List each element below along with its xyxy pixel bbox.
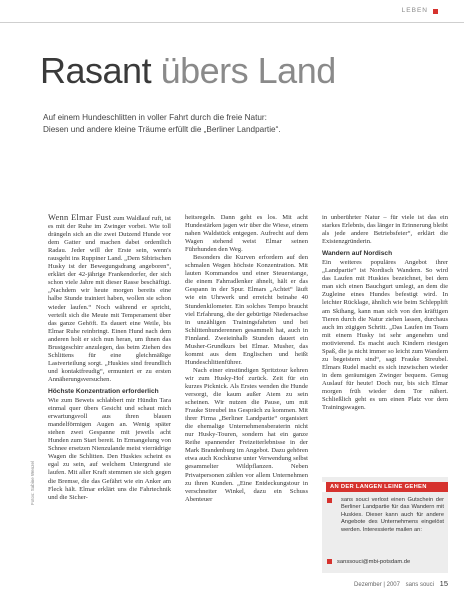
paragraph bbox=[48, 214, 171, 384]
column-1 bbox=[48, 214, 171, 502]
header-rule bbox=[0, 22, 464, 23]
article-title bbox=[40, 50, 336, 92]
column-2 bbox=[185, 214, 308, 504]
subheading: Höchste Konzentration erforderlich bbox=[48, 387, 159, 395]
page-header bbox=[0, 0, 464, 22]
mail-marker-icon bbox=[327, 559, 332, 564]
issue-date: Dezember | 2007 bbox=[354, 582, 400, 588]
paragraph: in unberührter Natur – für viele ist das ein starkes Erlebnis, das länger in Erinnerung bleibt als jede andere Betriebsfeier“, erklärt die Existenzgründerin. bbox=[322, 214, 448, 246]
lead-line-2: Diesen und andere kleine Träume erfüllt die „Berliner Landpartie“. bbox=[43, 125, 281, 134]
section-marker bbox=[433, 9, 438, 14]
paragraph: Besonders die Kurven erfordern auf den schmalen Wegen höchste Konzentration. Mit lauten Kommandos und einer Steuerstange, die einem Fahrradlenker ähnelt, hält er das Gespann in der Spur. Elmars „Achtet“ läuft wie ein Uhrwerk und erreicht beinahe 40 Stundenkilometer. Ein solches Tempo braucht viel Erfahrung, die der gebürtige Niedersachse in unzähligen Trainingsfahrten und bei Schlittenhunderennen gesammelt hat, auch in Finnland. Zweieinhalb Stunden dauert ein Musher-Grundkurs bei Elmar. Musher, das kommt aus dem Englischen und heißt Hundeschlittenführer. bbox=[185, 254, 308, 366]
info-marker-icon bbox=[327, 498, 332, 503]
paragraph: Nach einer einstündigen Spritztour kehren wir zum Husky-Hof zurück. Zeit für ein kurzes Picknick. Als Erstes wenden die Hunde versorgt, die kaum außer Atem zu sein scheinen. Wir nutzen die Pause, um mit Frauke Streubel ins Gespräch zu kommen. Mit ihrer Firma „Berliner Landpartie“ organisiert die ehemalige Unternehmensberaterin nicht nur Husky-Touren, sondern hat ein ganze Reihe spannender Freizeiterlebnisse in der Mark Brandenburg im Angebot. Dazu gehören etwa auch Kochkurse unter Verwendung selbst gesammelter Wildpflanzen. Neben Privatpersonen zählen vor allem Unternehmen zu ihren Kunden. „Eine Entdeckungstour in verschneiter Winkel, dazu ein Schuss Abenteuer bbox=[185, 366, 308, 503]
section-label: LEBEN bbox=[401, 7, 428, 14]
subheading: Wandern auf Nordisch bbox=[322, 250, 393, 258]
magazine-name: sans souci bbox=[405, 582, 434, 588]
email-row bbox=[327, 559, 410, 565]
page-footer bbox=[354, 579, 448, 588]
lede-start: Wenn Elmar Fust bbox=[48, 213, 112, 222]
photo-credit: Fotos: Sabine Wenzel bbox=[30, 461, 35, 505]
info-box-body: sans souci verlost einen Gutschein der Berliner Landpartie für das Wandern mit Huskies. Dieser kann auch für andere Angebote des Unternehmens eingelöst werden. Interessierte mailen an: bbox=[341, 497, 444, 533]
paragraph: heitsregeln. Dann geht es los. Mit acht Hundestärken jagen wir über die Wiese, einem nahen Waldstück entgegen. Aufrecht auf dem Wagen stehend weist Elmar seinen Führhunden den Weg. bbox=[185, 214, 308, 254]
paragraph: Wie zum Beweis schlabbert mir Hündin Tara einmal quer übers Gesicht und schaut mich erwartungsvoll aus ihren blauen mandelförmigen Augen an. Wenig später stehen zwei Gespanne mit jeweils acht Hunden zum Start bereit. In Ermangelung von Schnee ersetzen Nienzulande meist vierrädrige Wagen die Schlitten. Den Huskies scheint es egal zu sein, auf welchem Untergrund sie laufen. Mit aller Kraft stemmen sie sich gegen die Bremse, die das Gefährt wie ein Anker am Fleck hält. Elmar erklärt uns die Fahrtechnik und die Sicher- bbox=[48, 397, 171, 501]
column-3 bbox=[322, 214, 448, 412]
title-part-2: übers Land bbox=[160, 50, 336, 91]
paragraph-text: zum Waldlauf ruft, ist es mit der Ruhe im Zwinger vorbei. Wie toll drängeln sich an die zwei Dutzend Hunde vor dem Gatter und machen dabei ordentlich Radau. Jeder will der Erste sein, wenn's rausgeht ins Ruppiner Land. „Dem Sibirischen Husky ist der Bewegungsdrang angeboren“, erklärt der 42-jährige Frankendorfer, der sich schon viele Jahre mit dieser Rasse beschäftigt. „Nachdem wir heute morgen bereits eine halbe Stunde trainiert haben, wollen sie schon wieder laufen.“ Noch während er spricht, verteilt sich die Meute mit Temperament über das ganze Gehöft. Es dauert eine Weile, bis Elmar Ruhe reinbringt. Einen Hund nach dem anderen holt er sich nun heran, um ihnen das Brustgeschirr anzulegen, das beim Ziehen des Schlittens für eine gleichmäßige Lastverteilung sorgt. „Huskies sind freundlich und kontaktfreudig“, ermuntert er zu ersten Annäherungsversuchen. bbox=[48, 215, 172, 383]
article-lead bbox=[43, 112, 423, 136]
email-link[interactable]: sanssouci@mbi-potsdam.de bbox=[337, 559, 411, 566]
info-box-heading-text: AN DER LANGEN LEINE GEHEN bbox=[330, 483, 427, 490]
title-part-1: Rasant bbox=[40, 50, 152, 91]
paragraph: Ein weiteres populäres Angebot ihrer „Landpartie“ ist Nordisch Wandern. So wird das Laufen mit Huskies bezeichnet, bei dem man sich einen Bauchgurt umlegt, an dem die Zugleine eines Hundes befestigt wird. In leichter Rücklage, ähnlich wie beim Schlepplift am Skihang, kann man sich von den kräftigen Tieren durch die Natur ziehen lassen, durchaus auch im zügigen Schritt. „Das Laufen im Team mit einem Husky ist sehr angenehm und motivierend. Es macht auch Kindern riesigen Spaß, die ja nicht immer so leicht zum Wandern zu begeistern sind“, sagt Frauke Streubel. Elmars Rudel macht es sich inzwischen wieder in dem geräumigen Zwinger bequem. Genug Auslauf für heute! Doch nur, bis sich Elmar morgen früh wieder dem Tor nähert. Schließlich geht es um einen Platz vor dem Trainingswagen. bbox=[322, 259, 448, 412]
info-box-heading bbox=[326, 482, 448, 492]
page-number: 15 bbox=[439, 579, 448, 588]
lead-line-1: Auf einem Hundeschlitten in voller Fahrt durch die freie Natur: bbox=[43, 113, 267, 122]
heading-pip bbox=[322, 482, 326, 492]
